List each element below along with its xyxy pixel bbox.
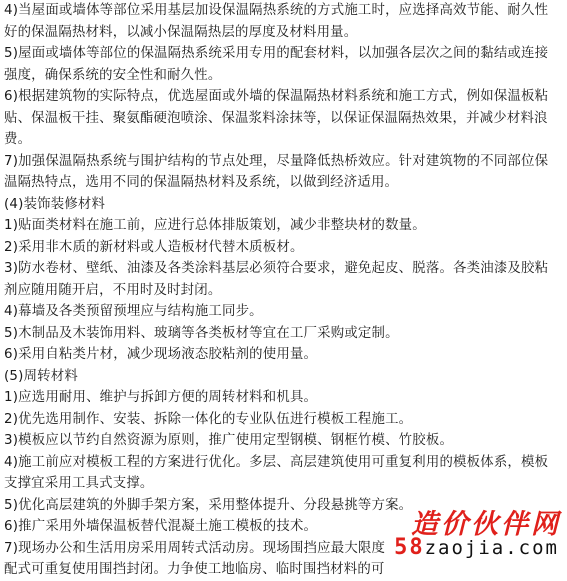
watermark-brand: 造价伙伴网 [411,509,561,540]
text-line: 1)应选用耐用、维护与拆卸方便的周转材料和机具。 [4,390,318,405]
paragraph [4,366,565,388]
paragraph [4,258,565,301]
paragraph [4,0,565,43]
paragraph [4,409,565,431]
text-line: 支撑宜采用工具式支撑。 [4,476,154,491]
text-line: 4)幕墙及各类预留预埋应与结构施工同步。 [4,304,263,319]
paragraph [4,194,565,216]
text-line: 6)推广采用外墙保温板替代混凝土施工模板的技术。 [4,519,318,534]
paragraph [4,344,565,366]
watermark [375,502,565,562]
text-line: 费。 [4,132,32,147]
text-line: 2)采用非木质的新材料或人造板材代替木质板材。 [4,239,304,255]
text-line: 强度，确保系统的安全性和耐久性。 [4,67,222,83]
text-line: 贴、保温板干挂、聚氨酯硬泡喷涂、保温浆料涂抹等，以保证保温隔热效果，并减少材料浪 [4,110,548,126]
text-line: 5)屋面或墙体等部位的保温隔热系统采用专用的配套材料，以加强各层次之间的黏结或连接 [4,46,549,61]
text-line: 1)贴面类材料在施工前，应进行总体排版策划，减少非整块材的数量。 [4,218,426,233]
paragraph [4,43,565,86]
text-line: 7)现场办公和生活用房采用周转式活动房。现场围挡应最大限度 [4,540,386,556]
text-line: 6)根据建筑物的实际特点，优选屋面或外墙的保温隔热材料系统和施工方式，例如保温板粘 [4,89,549,104]
paragraph [4,215,565,237]
paragraph [4,151,565,194]
paragraph [4,452,565,495]
paragraph [4,323,565,345]
text-line: 7)加强保温隔热系统与围护结构的节点处理，尽量降低热桥效应。针对建筑物的不同部位保 [4,153,549,169]
watermark-url-rest: zaojia.com [424,537,559,559]
watermark-url-prefix: 58 [394,535,425,560]
text-line: 3)模板应以节约自然资源为原则，推广使用定型钢模、钢框竹模、竹胶板。 [4,433,454,448]
document-body [4,0,565,581]
paragraph [4,430,565,452]
text-line: 3)防水卷材、壁纸、油漆及各类涂料基层必须符合要求，避免起皮、脱落。各类油漆及胶粘 [4,261,549,276]
watermark-url [394,535,559,560]
text-line: (5)周转材料 [4,368,78,384]
text-line: 2)优先选用制作、安装、拆除一体化的专业队伍进行模板工程施工。 [4,411,413,427]
text-line: 剂应随用随开启，不用时及时封闭。 [4,282,222,298]
paragraph [4,237,565,259]
text-line: (4)装饰装修材料 [4,196,106,212]
paragraph [4,301,565,323]
text-line: 6)采用自粘类片材，减少现场液态胶粘剂的使用量。 [4,347,318,362]
text-line: 5)优化高层建筑的外脚手架方案，采用整体提升、分段悬挑等方案。 [4,497,413,513]
text-line: 好的保温隔热材料，以减小保温隔热层的厚度及材料用量。 [4,24,358,40]
text-line: 4)当屋面或墙体等部位采用基层加设保温隔热系统的方式施工时，应选择高效节能、耐久性 [4,3,549,18]
paragraph [4,86,565,151]
text-line: 配式可重复使用围挡封闭。力争使工地临房、临时围挡材料的可 [4,562,385,577]
paragraph [4,387,565,409]
text-line: 4)施工前应对模板工程的方案进行优化。多层、高层建筑使用可重复利用的模板体系，模板 [4,454,549,470]
text-line: 5)木制品及木装饰用料、玻璃等各类板材等宜在工厂采购或定制。 [4,325,399,341]
text-line: 温隔热特点，选用不同的保温隔热材料及系统，以做到经济适用。 [4,175,399,190]
